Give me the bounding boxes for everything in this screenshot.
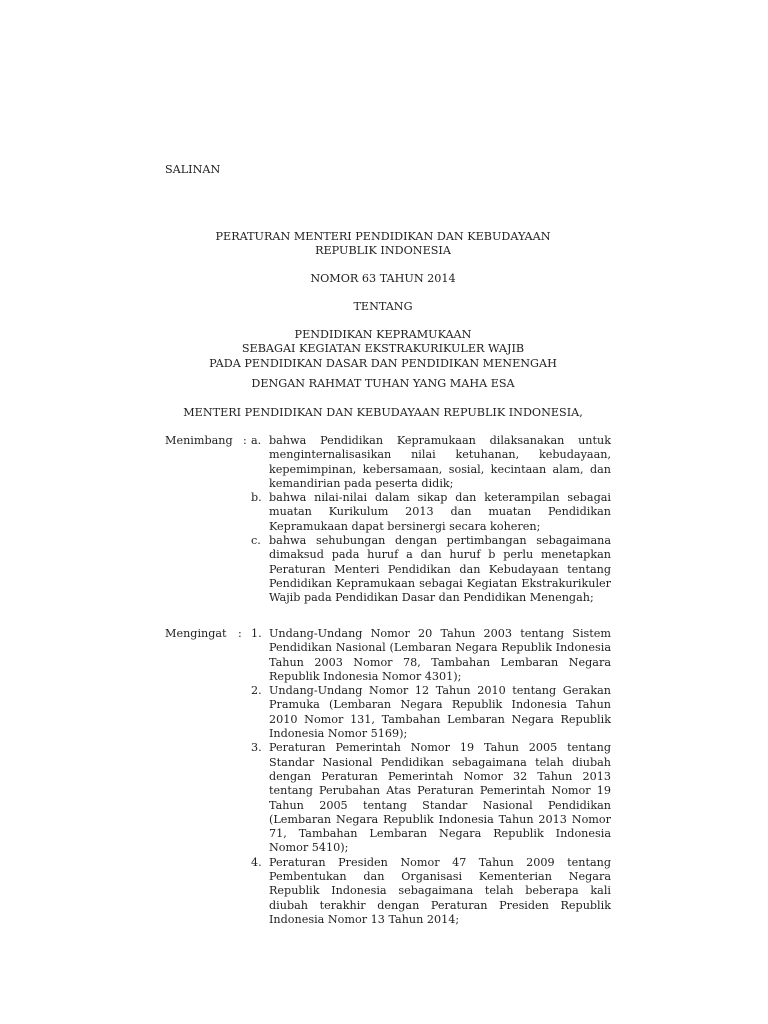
item-text: Undang-Undang Nomor 20 Tahun 2003 tentang Sistem Pendidikan Nasional (Lembaran Negara Republik Indonesia Tahun 2003 Nomor 78, Tambahan Lembaran Negara Republik Indonesia Nomor 4301); xyxy=(269,627,611,683)
about-label: TENTANG xyxy=(353,300,413,313)
recalling-item xyxy=(251,741,611,855)
item-text: bahwa Pendidikan Kepramukaan dilaksanakan untuk menginternalisasikan nilai ketuhanan, kebudayaan, kepemimpinan, kebersamaan, sosial, kecintaan alam, dan kemandirian pada peserta didik; xyxy=(269,434,611,490)
weighing-item xyxy=(251,491,611,534)
item-marker: a. xyxy=(251,434,262,447)
item-marker: 2. xyxy=(251,684,262,698)
item-text: bahwa nilai-nilai dalam sikap dan keterampilan sebagai muatan Kurikulum 2013 dan muatan Pendidikan Kepramukaan dapat bersinergi secara koheren; xyxy=(269,491,611,533)
item-text: Undang-Undang Nomor 12 Tahun 2010 tentang Gerakan Pramuka (Lembaran Negara Republik Indonesia Tahun 2010 Nomor 131, Tambahan Lembaran Negara Republik Indonesia Nomor 5169); xyxy=(269,684,611,741)
recalling-colon: : xyxy=(238,627,242,640)
recalling-list xyxy=(251,627,611,927)
item-marker: 1. xyxy=(251,627,262,640)
item-marker: 4. xyxy=(251,855,262,869)
weighing-item xyxy=(251,534,611,605)
copy-label: SALINAN xyxy=(165,163,221,176)
recalling-item xyxy=(251,684,611,741)
regulation-title-line: PERATURAN MENTERI PENDIDIKAN DAN KEBUDAYAAN xyxy=(215,230,551,243)
regulation-subject-line: PADA PENDIDIKAN DASAR DAN PENDIDIKAN MENENGAH xyxy=(209,356,557,370)
recalling-label: Mengingat xyxy=(165,627,227,640)
blessing-line: DENGAN RAHMAT TUHAN YANG MAHA ESA xyxy=(251,377,515,390)
regulation-subject xyxy=(150,328,616,371)
regulation-number: NOMOR 63 TAHUN 2014 xyxy=(310,272,456,285)
item-marker: 3. xyxy=(251,741,262,755)
item-text: bahwa sehubungan dengan pertimbangan sebagaimana dimaksud pada huruf a dan huruf b perlu menetapkan Peraturan Menteri Pendidikan dan Kebudayaan tentang Pendidikan Kepramukaan sebagai Kegiatan Ekstrakurikuler Wajib pada Pendidikan Dasar dan Pendidikan Menengah; xyxy=(269,534,611,605)
minister-line: MENTERI PENDIDIKAN DAN KEBUDAYAAN REPUBLIK INDONESIA, xyxy=(183,406,583,419)
item-marker: c. xyxy=(251,534,261,548)
recalling-item xyxy=(251,856,611,927)
regulation-subject-line: SEBAGAI KEGIATAN EKSTRAKURIKULER WAJIB xyxy=(241,342,525,356)
item-text: Peraturan Pemerintah Nomor 19 Tahun 2005 tentang Standar Nasional Pendidikan sebagaimana telah diubah dengan Peraturan Pemerintah Nomor 32 Tahun 2013 tentang Perubahan Atas Peraturan Pemerintah Nomor 19 Tahun 2005 tentang Standar Nasional Pendidikan (Lembaran Negara Republik Indonesia Tahun 2013 Nomor 71, Tambahan Lembaran Negara Republik Indonesia Nomor 5410); xyxy=(269,741,611,855)
regulation-title-line: REPUBLIK INDONESIA xyxy=(315,244,451,258)
weighing-label: Menimbang xyxy=(165,434,233,447)
weighing-list xyxy=(251,434,611,606)
recalling-item xyxy=(251,627,611,684)
weighing-item xyxy=(251,434,611,491)
regulation-subject-line: PENDIDIKAN KEPRAMUKAAN xyxy=(294,328,472,341)
item-text: Peraturan Presiden Nomor 47 Tahun 2009 tentang Pembentukan dan Organisasi Kementerian Negara Republik Indonesia sebagaimana telah beberapa kali diubah terakhir dengan Peraturan Presiden Republik Indonesia Nomor 13 Tahun 2014; xyxy=(269,855,611,926)
regulation-title xyxy=(150,230,616,259)
weighing-colon: : xyxy=(243,434,247,447)
item-marker: b. xyxy=(251,491,262,505)
